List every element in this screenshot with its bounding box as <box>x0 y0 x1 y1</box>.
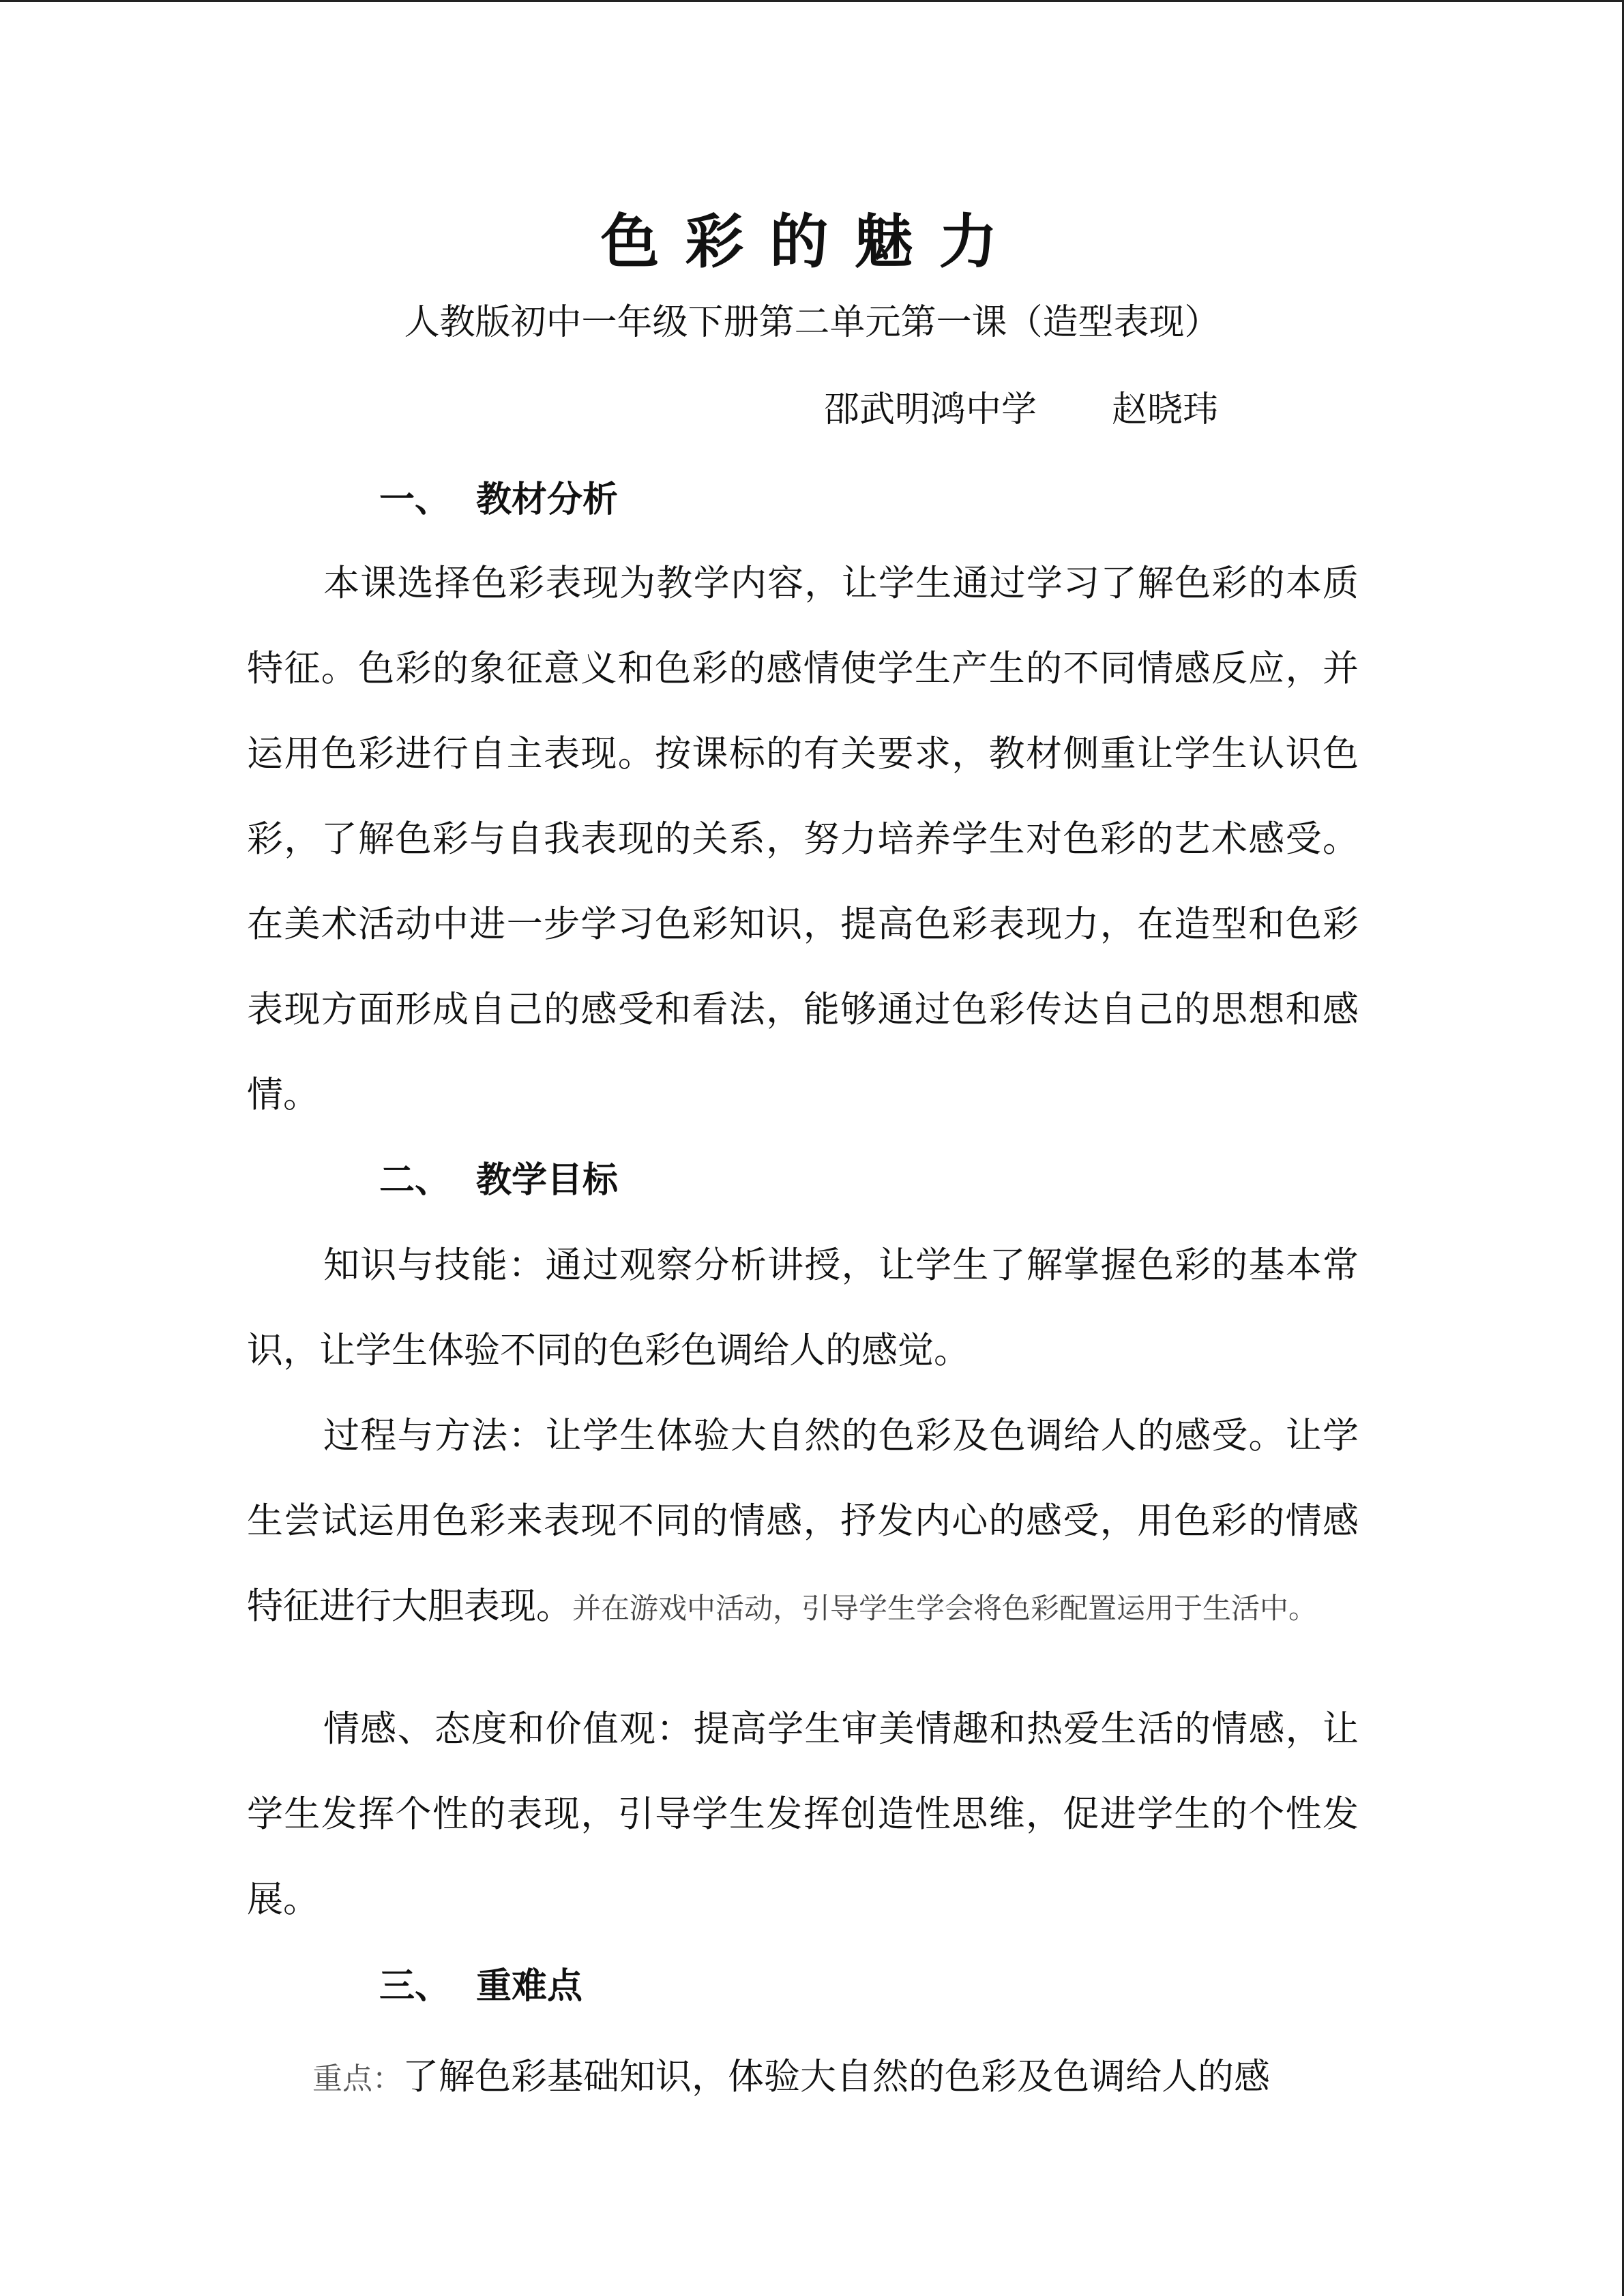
key-points-text: 了解色彩基础知识，体验大自然的色彩及色调给人的感 <box>402 2056 1270 2098</box>
document-title: 色彩的魅力 <box>600 208 1024 276</box>
section-number: 三、 <box>379 1966 451 2007</box>
paragraph-key-points <box>247 2034 1359 2121</box>
process-method-text: 过程与方法：让学生体验大自然的色彩及色调给人的感受。让学生尝试运用色彩来表现不同的情感，抒发内心的感受，用色彩的情感特征进行大胆表现。 <box>247 1415 1359 1627</box>
school-name: 邵武明鸿中学 <box>824 389 1037 430</box>
section-heading-1 <box>379 473 618 527</box>
paragraph-process-method <box>247 1393 1359 1651</box>
section-title: 教材分析 <box>476 479 619 520</box>
section-number: 二、 <box>379 1160 451 1201</box>
section-title: 重难点 <box>476 1966 583 2007</box>
section-heading-3 <box>379 1959 582 2014</box>
document-subtitle: 人教版初中一年级下册第二单元第一课（造型表现） <box>404 302 1220 343</box>
paragraph-knowledge-skills: 知识与技能：通过观察分析讲授，让学生了解掌握色彩的基本常识，让学生体验不同的色彩色调给人的感觉。 <box>247 1244 1359 1371</box>
process-method-note: 并在游戏中活动，引导学生学会将色彩配置运用于生活中。 <box>572 1592 1318 1625</box>
paragraph-material-analysis: 本课选择色彩表现为教学内容，让学生通过学习了解色彩的本质特征。色彩的象征意义和色彩的感情使学生产生的不同情感反应，并运用色彩进行自主表现。按课标的有关要求，教材侧重让学生认识色彩，了解色彩与自我表现的关系，努力培养学生对色彩的艺术感受。在美术活动中进一步学习色彩知识，提高色彩表现力，在造型和色彩表现方面形成自己的感受和看法，能够通过色彩传达自己的思想和感情。 <box>247 563 1359 1116</box>
author-name: 赵晓玮 <box>1112 389 1219 430</box>
author-line <box>824 383 1218 437</box>
section-heading-2 <box>379 1153 618 1208</box>
section-number: 一、 <box>379 479 451 520</box>
paragraph-emotion-values: 情感、态度和价值观：提高学生审美情趣和热爱生活的情感，让学生发挥个性的表现，引导学生发挥创造性思维，促进学生的个性发展。 <box>247 1708 1359 1920</box>
key-points-label: 重点： <box>312 2061 402 2096</box>
section-title: 教学目标 <box>476 1160 619 1201</box>
